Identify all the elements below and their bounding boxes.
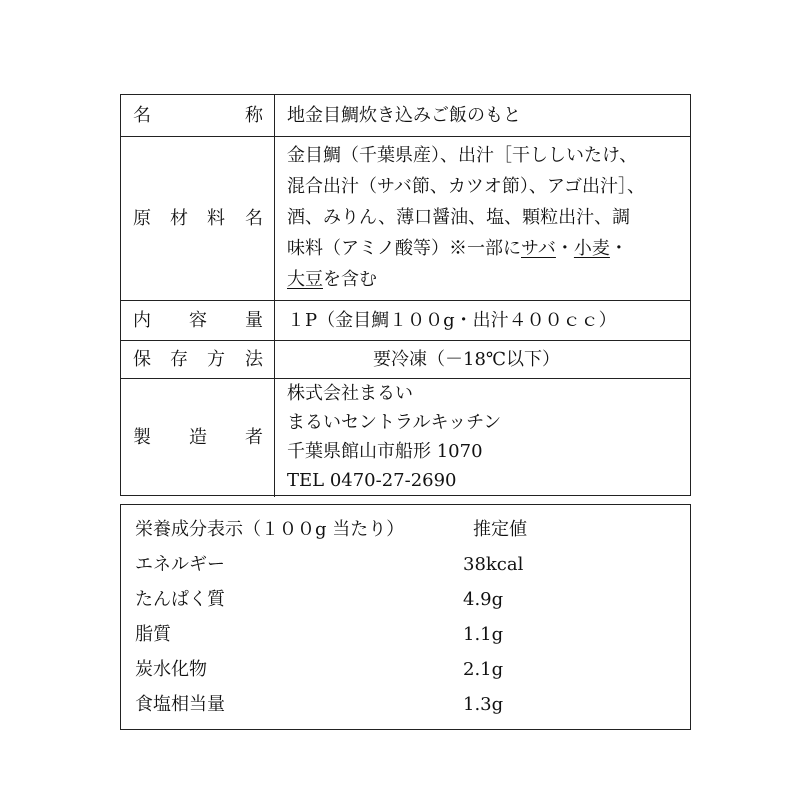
name-value-cell: [275, 95, 690, 136]
capacity-label-char-1: 内: [133, 309, 151, 331]
name-label-char-1: 名: [133, 104, 151, 126]
ingredients-label-char-2: 材: [170, 207, 188, 229]
ingredients-line-4: [287, 240, 628, 258]
manufacturer-address: 千葉県館山市船形 1070: [287, 441, 483, 462]
allergen-separator-1: ・: [555, 238, 574, 259]
manufacturer-label-char-1: 製: [133, 427, 151, 448]
manufacturer-label-char-3: 者: [245, 427, 263, 448]
storage-label: [121, 341, 275, 378]
nutrition-header-label: 栄養成分表示（１００g 当たり）: [135, 519, 405, 540]
nutrient-value-energy: 38kcal: [463, 554, 524, 575]
ingredients-label: [121, 137, 275, 300]
allergen-separator-2: ・: [609, 238, 628, 259]
name-value: 地金目鯛炊き込みご飯のもと: [287, 105, 521, 126]
ingredients-line-5-text: を含む: [323, 269, 377, 290]
manufacturer-company: 株式会社まるい: [287, 383, 413, 404]
capacity-label-char-3: 量: [245, 309, 263, 331]
nutrient-value-carbohydrate: 2.1g: [463, 659, 504, 680]
nutrition-facts-box: [120, 504, 691, 730]
allergen-soybean: 大豆: [287, 269, 323, 290]
ingredients-line-3: 酒、みりん、薄口醤油、塩、顆粒出汁、調: [287, 207, 631, 228]
storage-value: 要冷凍（－18℃以下）: [373, 349, 561, 370]
storage-label-char-3: 方: [207, 348, 225, 370]
storage-label-char-1: 保: [133, 348, 151, 370]
nutrient-name-energy: エネルギー: [135, 554, 225, 575]
storage-label-char-2: 存: [170, 348, 188, 370]
manufacturer-label-char-2: 造: [189, 427, 207, 448]
allergen-mackerel: サバ: [521, 238, 556, 259]
nutrient-name-salt: 食塩相当量: [135, 694, 225, 715]
manufacturer-kitchen: まるいセントラルキッチン: [287, 412, 502, 433]
ingredients-label-char-1: 原: [133, 207, 151, 229]
product-info-table: [120, 94, 691, 496]
row-capacity: [121, 301, 690, 341]
manufacturer-phone: TEL 0470-27-2690: [287, 470, 457, 491]
manufacturer-label: [121, 379, 275, 497]
ingredients-value-cell: [275, 137, 690, 300]
capacity-label-char-2: 容: [189, 309, 207, 331]
nutrient-name-protein: たんぱく質: [135, 589, 225, 610]
nutrient-name-carbohydrate: 炭水化物: [135, 659, 207, 680]
row-name: [121, 95, 690, 137]
row-ingredients: [121, 137, 690, 301]
ingredients-line-2: 混合出汁（サバ節、カツオ節）、アゴ出汁］、: [287, 176, 646, 197]
row-manufacturer: [121, 379, 690, 497]
capacity-value-cell: [275, 301, 690, 340]
ingredients-line-4-text: 味料（アミノ酸等）※一部に: [287, 238, 521, 259]
capacity-label: [121, 301, 275, 340]
nutrient-name-fat: 脂質: [135, 624, 171, 645]
capacity-value: １P（金目鯛１００g・出汁４００ｃｃ）: [287, 310, 617, 331]
ingredients-label-char-3: 料: [207, 207, 225, 229]
nutrition-header-value: 推定値: [473, 519, 527, 540]
nutrient-value-fat: 1.1g: [463, 624, 504, 645]
nutrient-value-salt: 1.3g: [463, 694, 504, 715]
manufacturer-value-cell: [275, 379, 690, 497]
row-storage: [121, 341, 690, 379]
storage-label-char-4: 法: [245, 348, 263, 370]
storage-value-cell: [275, 341, 690, 378]
name-label: [121, 95, 275, 136]
allergen-wheat: 小麦: [573, 238, 610, 259]
ingredients-label-char-4: 名: [245, 207, 263, 229]
nutrient-value-protein: 4.9g: [463, 589, 504, 610]
ingredients-line-5: [287, 271, 377, 289]
name-label-char-2: 称: [245, 104, 263, 126]
ingredients-line-1: 金目鯛（千葉県産）、出汁［干ししいたけ、: [287, 145, 638, 166]
